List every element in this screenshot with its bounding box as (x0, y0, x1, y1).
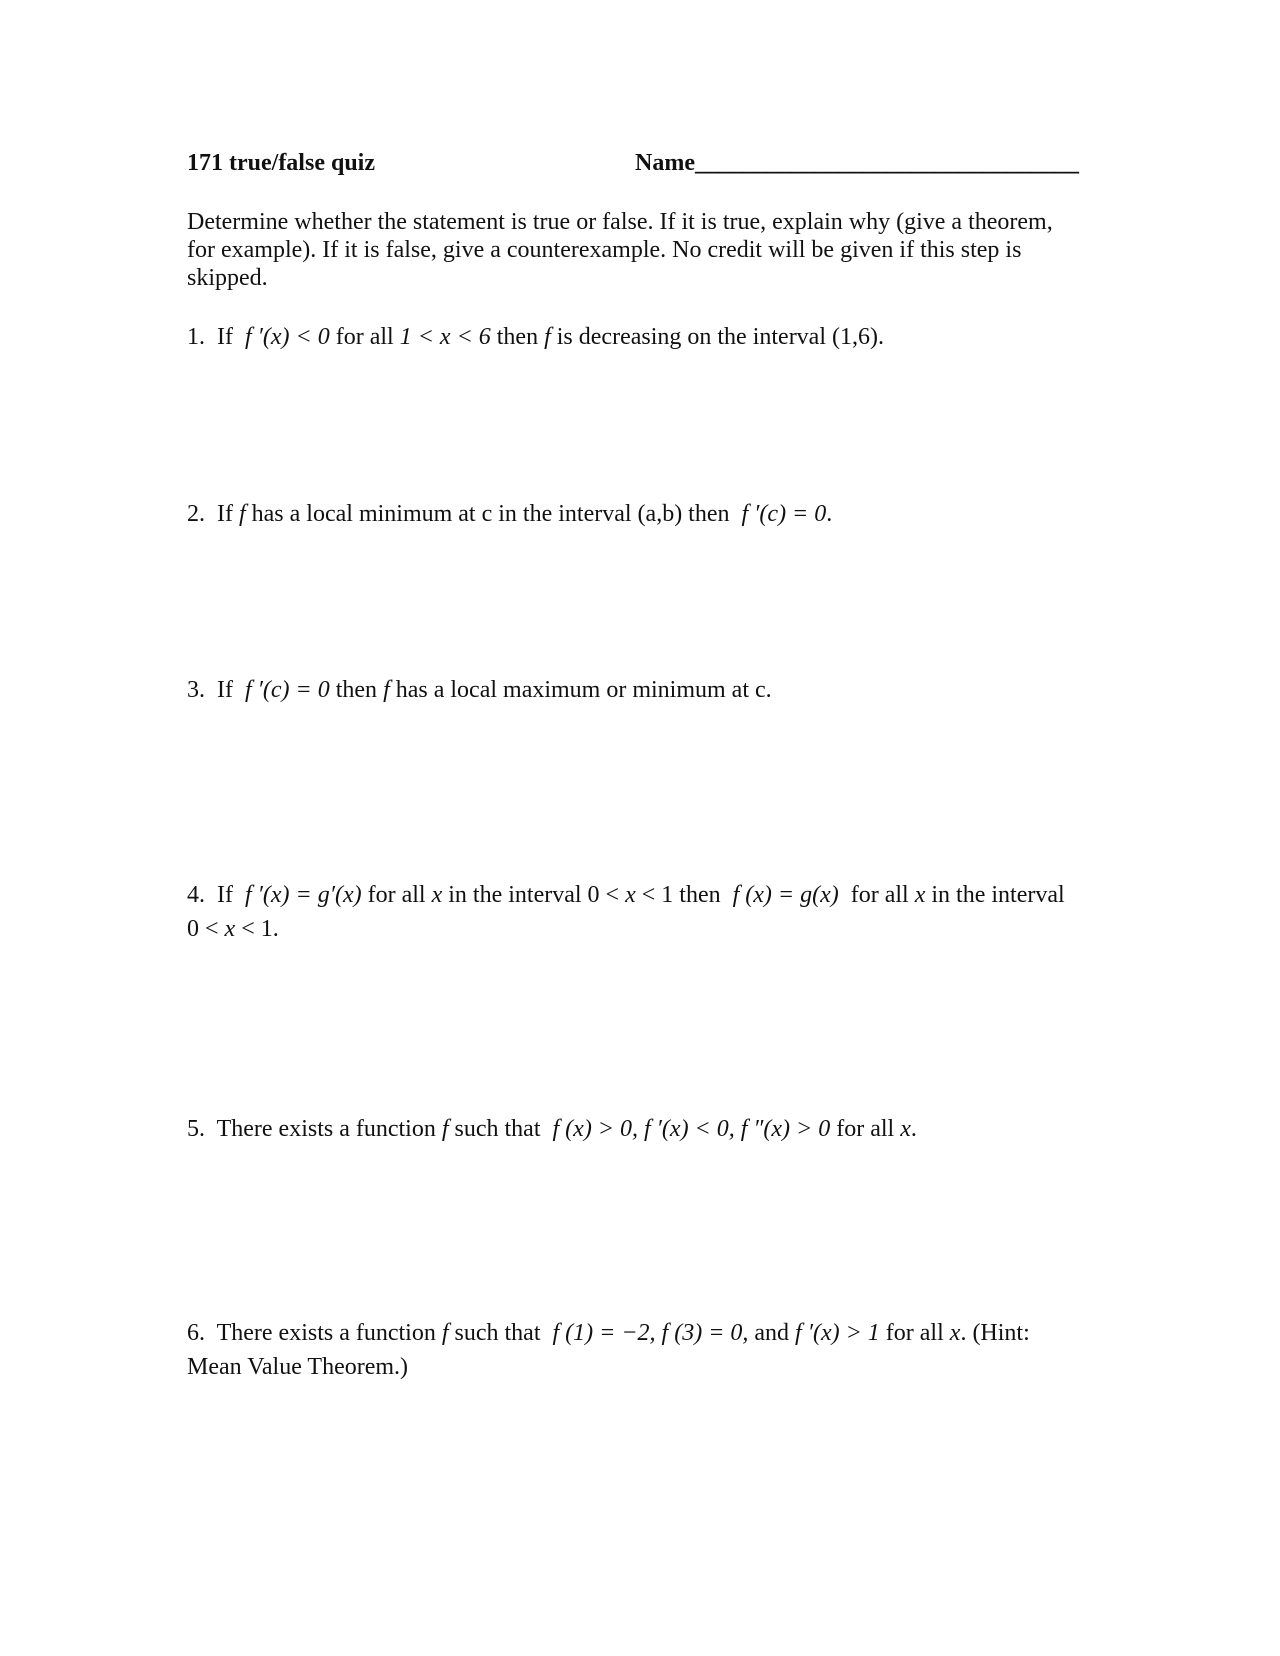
question-4: 4. If f ′(x) = g′(x) for all x in the interval 0 < x < 1 then f (x) = g(x) for all x in the interval 0 < x < 1. (187, 882, 1065, 942)
math-expression: f (x) > 0, f ′(x) < 0, f ″(x) > 0 (552, 1116, 831, 1142)
math-expression: 1 < x < 6 (399, 324, 491, 350)
question-3: 3. If f ′(c) = 0 then f has a local maximum or minimum at c. (187, 677, 772, 703)
math-expression: f (238, 501, 246, 527)
math-expression: x (431, 882, 443, 908)
math-expression: f (383, 677, 390, 703)
question-6: 6. There exists a function f such that f (1) = −2, f (3) = 0, and f ′(x) > 1 for all x. (Hint: Mean Value Theorem.) (187, 1320, 1030, 1380)
math-expression: f ′(c) = 0 (741, 501, 827, 527)
question-number: 2. (187, 501, 205, 527)
math-expression: f (1) = −2, f (3) = 0, (552, 1320, 749, 1346)
math-expression: f ′(x) < 0 (244, 324, 330, 350)
math-expression: x (224, 916, 236, 942)
math-expression: f ′(x) = g′(x) (244, 882, 362, 908)
question-number: 3. (187, 677, 205, 703)
question-5: 5. There exists a function f such that f (x) > 0, f ′(x) < 0, f ″(x) > 0 for all x. (187, 1116, 917, 1142)
math-expression: f (441, 1116, 449, 1142)
question-number: 4. (187, 882, 205, 908)
name-field: Name________________________________ (635, 150, 1079, 176)
math-expression: x (900, 1116, 911, 1142)
question-number: 6. (187, 1320, 205, 1346)
math-expression: f ′(x) > 1 (795, 1320, 880, 1346)
math-expression: f (441, 1320, 449, 1346)
question-number: 1. (187, 324, 205, 350)
question-1: 1. If f ′(x) < 0 for all 1 < x < 6 then f is decreasing on the interval (1,6). (187, 324, 884, 350)
math-expression: x (625, 882, 636, 908)
math-expression: x (949, 1320, 961, 1346)
quiz-title: 171 true/false quiz (187, 150, 375, 176)
question-number: 5. (187, 1116, 205, 1142)
quiz-header (187, 150, 1087, 180)
instructions: Determine whether the statement is true or false. If it is true, explain why (give a theorem, for example). If it is false, give a counterexample. No credit will be given if this step is skipped. (187, 209, 1053, 291)
math-expression: x (914, 882, 926, 908)
math-expression: f ′(c) = 0 (244, 677, 330, 703)
math-expression: f (x) = g(x) (732, 882, 839, 908)
question-2: 2. If f has a local minimum at c in the interval (a,b) then f ′(c) = 0. (187, 501, 833, 527)
math-expression: f (544, 324, 551, 350)
